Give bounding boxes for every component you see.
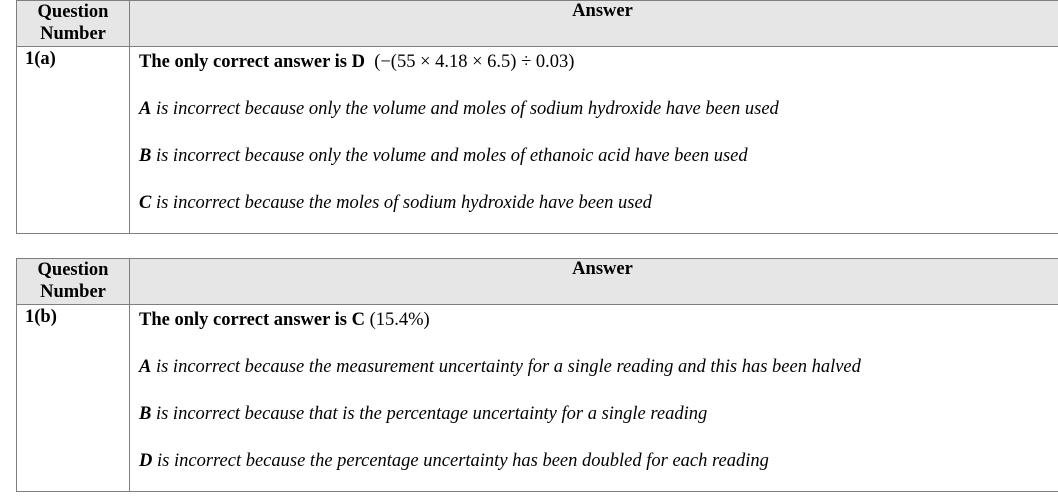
- header-question-line2: Number: [40, 24, 106, 44]
- table-header-row: [17, 259, 1058, 305]
- correct-answer-detail: (−(55 × 4.18 × 6.5) ÷ 0.03): [364, 52, 575, 72]
- reason-letter: B: [139, 146, 152, 166]
- reason-line: [139, 403, 1058, 425]
- reason-text: is incorrect because the measurement uncertainty for a single reading and this has been halved: [151, 357, 861, 377]
- mark-scheme-table-1a: [16, 0, 1058, 234]
- reason-text: is incorrect because the percentage uncertainty has been doubled for each reading: [152, 451, 769, 471]
- reason-line: [139, 192, 1058, 214]
- answer-cell: [130, 305, 1058, 492]
- reason-letter: A: [139, 357, 152, 377]
- question-number: 1(a): [17, 47, 130, 234]
- table-row: [17, 47, 1058, 234]
- header-question-line1: Question: [37, 2, 109, 22]
- table-row: [17, 305, 1058, 492]
- reason-line: [139, 450, 1058, 472]
- reason-letter: B: [139, 404, 152, 424]
- correct-answer-prefix: The only correct answer is: [139, 310, 352, 330]
- reason-text: is incorrect because only the volume and moles of ethanoic acid have been used: [151, 146, 748, 166]
- reason-line: [139, 356, 1058, 378]
- answer-header: Answer: [130, 1, 1058, 47]
- correct-answer-line: [139, 309, 1058, 331]
- mark-scheme-table-1b: [16, 258, 1058, 492]
- answer-cell: [130, 47, 1058, 234]
- correct-answer-letter: C: [351, 310, 365, 330]
- correct-answer-prefix: The only correct answer is: [139, 52, 352, 72]
- reason-text: is incorrect because the moles of sodium hydroxide have been used: [151, 193, 652, 213]
- reason-letter: D: [139, 451, 153, 471]
- reason-line: [139, 98, 1058, 120]
- reason-letter: C: [139, 193, 152, 213]
- header-question-line2: Number: [40, 282, 106, 302]
- question-number: 1(b): [17, 305, 130, 492]
- reason-text: is incorrect because only the volume and moles of sodium hydroxide have been used: [151, 99, 779, 119]
- correct-answer-line: [139, 51, 1058, 73]
- question-number-header: [17, 259, 130, 305]
- correct-answer-letter: D: [351, 52, 365, 72]
- header-question-line1: Question: [37, 260, 109, 280]
- correct-answer-detail: (15.4%): [364, 310, 430, 330]
- reason-line: [139, 145, 1058, 167]
- table-header-row: [17, 1, 1058, 47]
- reason-letter: A: [139, 99, 152, 119]
- reason-text: is incorrect because that is the percentage uncertainty for a single reading: [151, 404, 708, 424]
- answer-header: Answer: [130, 259, 1058, 305]
- question-number-header: [17, 1, 130, 47]
